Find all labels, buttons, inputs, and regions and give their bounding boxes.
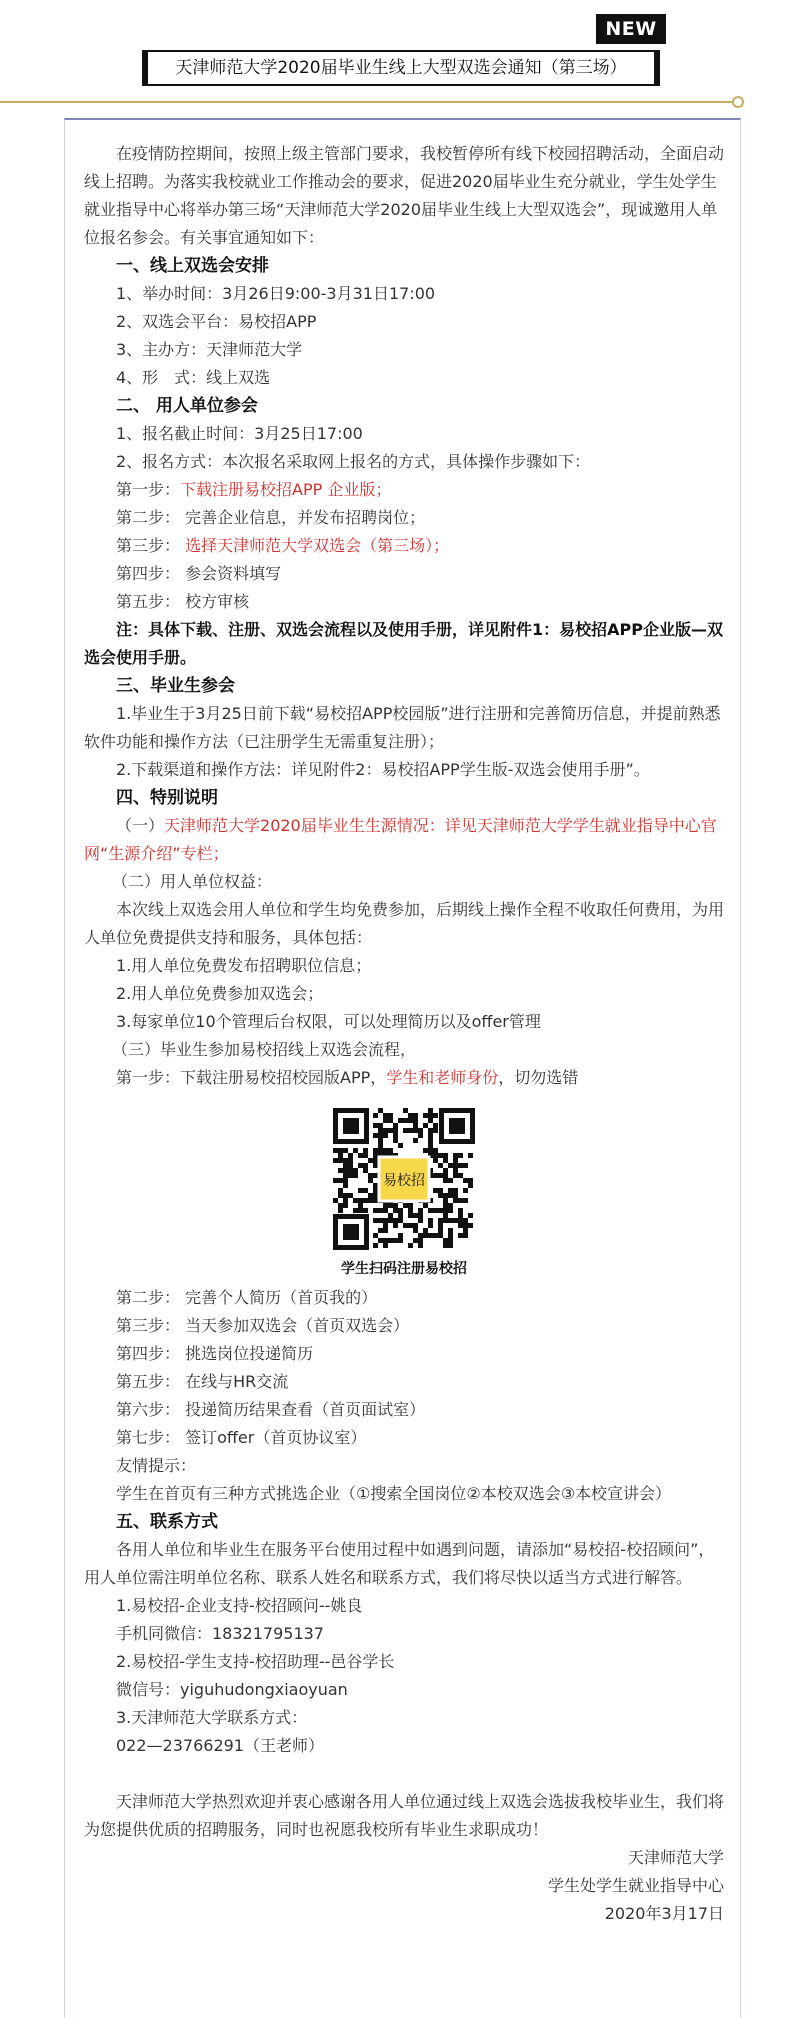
- rights-intro: 本次线上双选会用人单位和学生均免费参加，后期线上操作全程不收取任何费用，为用人单位免费提供支持和服务，具体包括：: [84, 900, 725, 947]
- step-highlight: 选择天津师范大学双选会（第三场）；: [185, 536, 450, 555]
- qr-logo-text: 易校招: [383, 1173, 425, 1189]
- item-highlight: 天津师范大学2020届毕业生生源情况：详见天津师范大学学生就业指导中心官网“生源介绍”专栏；: [84, 816, 717, 863]
- rights-item: 3.每家单位10个管理后台权限，可以处理简历以及offer管理: [116, 1012, 541, 1031]
- signature-date: 2020年3月17日: [604, 1904, 724, 1923]
- step-highlight: 学生和老师身份: [386, 1068, 499, 1087]
- grad-step: 第四步： 挑选岗位投递简历: [116, 1344, 314, 1363]
- new-badge: NEW: [596, 14, 666, 44]
- qr-caption: 学生扫码注册易校招: [341, 1261, 467, 1277]
- s5-intro: 各用人单位和毕业生在服务平台使用过程中如遇到问题，请添加“易校招-校招顾问”，用人单位需注明单位名称、联系人姓名和联系方式，我们将尽快以适当方式进行解答。: [84, 1540, 715, 1587]
- tip-label: 友情提示：: [116, 1456, 197, 1475]
- grad-step: 第五步： 在线与HR交流: [116, 1372, 289, 1391]
- s2-item: 2、报名方式：本次报名采取网上报名的方式，具体操作步骤如下：: [116, 452, 591, 471]
- step-label: 第三步：: [116, 536, 186, 555]
- s2-item: 1、报名截止时间：3月25日17:00: [116, 424, 363, 443]
- grad-step: 第二步： 完善个人简历（首页我的）: [116, 1288, 378, 1307]
- contact-line: 2.易校招-学生支持-校招助理--邑谷学长: [116, 1652, 395, 1671]
- contact-line: 022—23766291（王老师）: [116, 1736, 324, 1755]
- grad-step: 第七步： 签订offer（首页协议室）: [116, 1428, 367, 1447]
- rights-item: 1.用人单位免费发布招聘职位信息；: [116, 956, 372, 975]
- step-text: 第一步：下载注册易校招校园版APP，: [116, 1068, 387, 1087]
- step-highlight: 下载注册易校招APP 企业版；: [180, 480, 392, 499]
- divider-dot: [732, 96, 744, 108]
- article-body: [84, 140, 724, 1928]
- s2-step-4: 第四步： 参会资料填写: [116, 564, 282, 583]
- s2-step-3: [84, 532, 724, 560]
- section-4-heading: 四、特别说明: [116, 788, 218, 808]
- grad-step-1: [84, 1064, 724, 1092]
- s2-step-2: 第二步： 完善企业信息，并发布招聘岗位；: [116, 508, 426, 527]
- step-label: 第一步：: [116, 480, 181, 499]
- rights-item: 2.用人单位免费参加双选会；: [116, 984, 324, 1003]
- section-3-heading: 三、毕业生参会: [116, 676, 235, 696]
- s2-note: 注：具体下载、注册、双选会流程以及使用手册，详见附件1：易校招APP企业版—双选会使用手册。: [84, 620, 723, 667]
- s4-item-3: （三）毕业生参加易校招线上双选会流程，: [112, 1040, 417, 1059]
- contact-line: 微信号：yiguhudongxiaoyuan: [116, 1680, 348, 1699]
- s4-item-2: （二）用人单位权益：: [112, 872, 273, 891]
- intro-paragraph: 在疫情防控期间，按照上级主管部门要求，我校暂停所有线下校园招聘活动，全面启动线上招聘。为落实我校就业工作推动会的要求，促进2020届毕业生充分就业，学生处学生就业指导中心将举办第三场“天津师范大学2020届毕业生线上大型双选会”，现诚邀用人单位报名参会。有关事宜通知如下：: [84, 144, 725, 247]
- signature-dept: 学生处学生就业指导中心: [547, 1876, 724, 1895]
- section-1-heading: 一、线上双选会安排: [116, 256, 269, 276]
- grad-step: 第六步： 投递简历结果查看（首页面试室）: [116, 1400, 426, 1419]
- contact-line: 1.易校招-企业支持-校招顾问--姚良: [116, 1596, 363, 1615]
- page-title: 天津师范大学2020届毕业生线上大型双选会通知（第三场）: [142, 50, 660, 86]
- grad-step: 第三步： 当天参加双选会（首页双选会）: [116, 1316, 410, 1335]
- signature-org: 天津师范大学: [627, 1848, 724, 1867]
- qr-block: [324, 1104, 484, 1280]
- tip-text: 学生在首页有三种方式挑选企业（①搜索全国岗位②本校双选会③本校宣讲会）: [116, 1484, 672, 1503]
- qr-code[interactable]: [329, 1104, 479, 1254]
- s3-item: 1.毕业生于3月25日前下载“易校招APP校园版”进行注册和完善简历信息，并提前熟悉软件功能和操作方法（已注册学生无需重复注册）；: [84, 704, 721, 751]
- s1-item: 1、举办时间：3月26日9:00-3月31日17:00: [116, 284, 436, 303]
- s2-step-5: 第五步： 校方审核: [116, 592, 250, 611]
- spacer: [84, 1760, 724, 1788]
- s2-step-1: [84, 476, 724, 504]
- s3-item: 2.下载渠道和操作方法：详见附件2：易校招APP学生版-双选会使用手册”。: [116, 760, 650, 779]
- contact-line: 3.天津师范大学联系方式：: [116, 1708, 308, 1727]
- contact-line: 手机同微信：18321795137: [116, 1624, 324, 1643]
- s1-item: 3、主办方：天津师范大学: [116, 340, 303, 359]
- item-label: （一）: [116, 816, 165, 835]
- section-5-heading: 五、联系方式: [116, 1512, 218, 1532]
- title-divider: [0, 101, 732, 103]
- s1-item: 4、形 式：线上双选: [116, 368, 271, 387]
- step-text: ，切勿选错: [498, 1068, 579, 1087]
- closing-paragraph: 天津师范大学热烈欢迎并衷心感谢各用人单位通过线上双选会选拔我校毕业生，我们将为您提供优质的招聘服务，同时也祝愿我校所有毕业生求职成功！: [84, 1792, 725, 1839]
- s1-item: 2、双选会平台：易校招APP: [116, 312, 317, 331]
- s4-item-1: [84, 812, 724, 868]
- section-2-heading: 二、 用人单位参会: [116, 396, 258, 416]
